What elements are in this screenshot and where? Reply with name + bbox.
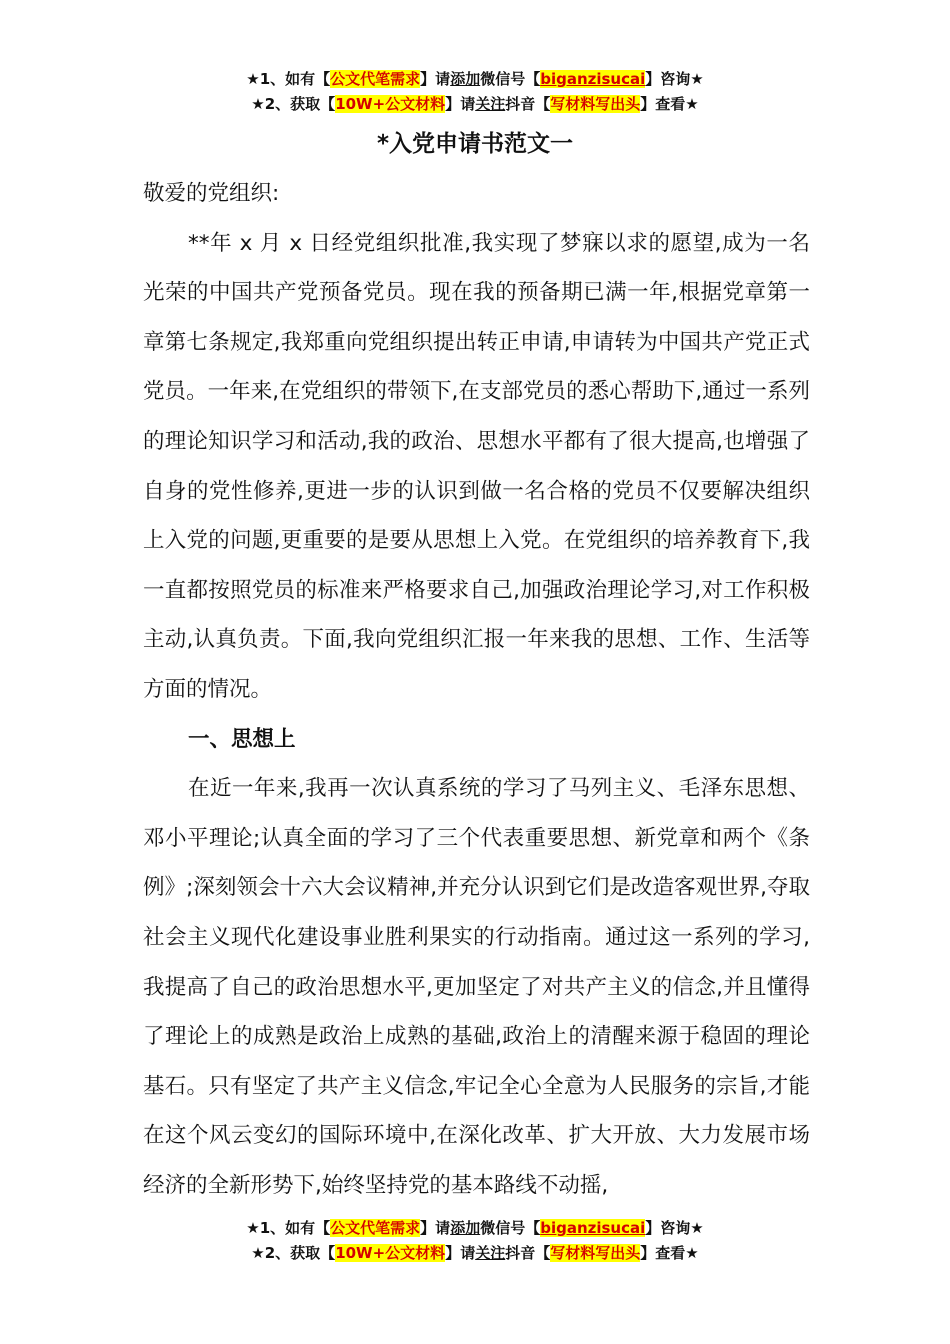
service-highlight: 公文代笔需求 <box>330 70 421 88</box>
top-banner <box>0 67 950 117</box>
salutation: 敬爱的党组织: <box>143 181 280 206</box>
document-body <box>143 169 810 1210</box>
section-heading-thought: 一、思想上 <box>188 726 296 752</box>
banner-line-2: ★2、获取【10W+公文材料】请关注抖音【写材料写出头】查看★ <box>251 1244 699 1262</box>
materials-highlight: 10W+公文材料 <box>335 95 446 113</box>
banner-line-1: ★1、如有【公文代笔需求】请添加微信号【biganzisucai】咨询★ <box>246 70 704 88</box>
banner-line-1: ★1、如有【公文代笔需求】请添加微信号【biganzisucai】咨询★ <box>246 1219 704 1237</box>
document-title: *入党申请书范文一 <box>376 131 574 157</box>
service-highlight: 公文代笔需求 <box>330 1219 421 1237</box>
body-paragraph-1: **年 x 月 x 日经党组织批准,我实现了梦寐以求的愿望,成为一名光荣的中国共产党预备党员。现在我的预备期已满一年,根据党章第一章第七条规定,我郑重向党组织提出转正申请,申请转为中国共产党正式党员。一年来,在党组织的带领下,在支部党员的悉心帮助下,通过一系列的理论知识学习和活动,我的政治、思想水平都有了很大提高,也增强了自身的党性修养,更进一步的认识到做一名合格的党员不仅要解决组织上入党的问题,更重要的是要从思想上入党。在党组织的培养教育下,我一直都按照党员的标准来严格要求自己,加强政治理论学习,对工作积极主动,认真负责。下面,我向党组织汇报一年来我的思想、工作、生活等方面的情况。 <box>143 230 810 702</box>
wechat-id[interactable]: biganzisucai <box>540 70 646 88</box>
materials-highlight: 10W+公文材料 <box>335 1244 446 1262</box>
wechat-id[interactable]: biganzisucai <box>540 1219 646 1237</box>
bottom-banner <box>0 1216 950 1266</box>
body-paragraph-2: 在近一年来,我再一次认真系统的学习了马列主义、毛泽东思想、邓小平理论;认真全面的学习了三个代表重要思想、新党章和两个《条例》;深刻领会十六大会议精神,并充分认识到它们是改造客观世界,夺取社会主义现代化建设事业胜利果实的行动指南。通过这一系列的学习,我提高了自己的政治思想水平,更加坚定了对共产主义的信念,并且懂得了理论上的成熟是政治上成熟的基础,政治上的清醒来源于稳固的理论基石。只有坚定了共产主义信念,牢记全心全意为人民服务的宗旨,才能在这个风云变幻的国际环境中,在深化改革、扩大开放、大力发展市场经济的全新形势下,始终坚持党的基本路线不动摇, <box>143 776 810 1198</box>
douyin-account[interactable]: 写材料写出头 <box>550 1244 641 1262</box>
douyin-account[interactable]: 写材料写出头 <box>550 95 641 113</box>
banner-line-2: ★2、获取【10W+公文材料】请关注抖音【写材料写出头】查看★ <box>251 95 699 113</box>
